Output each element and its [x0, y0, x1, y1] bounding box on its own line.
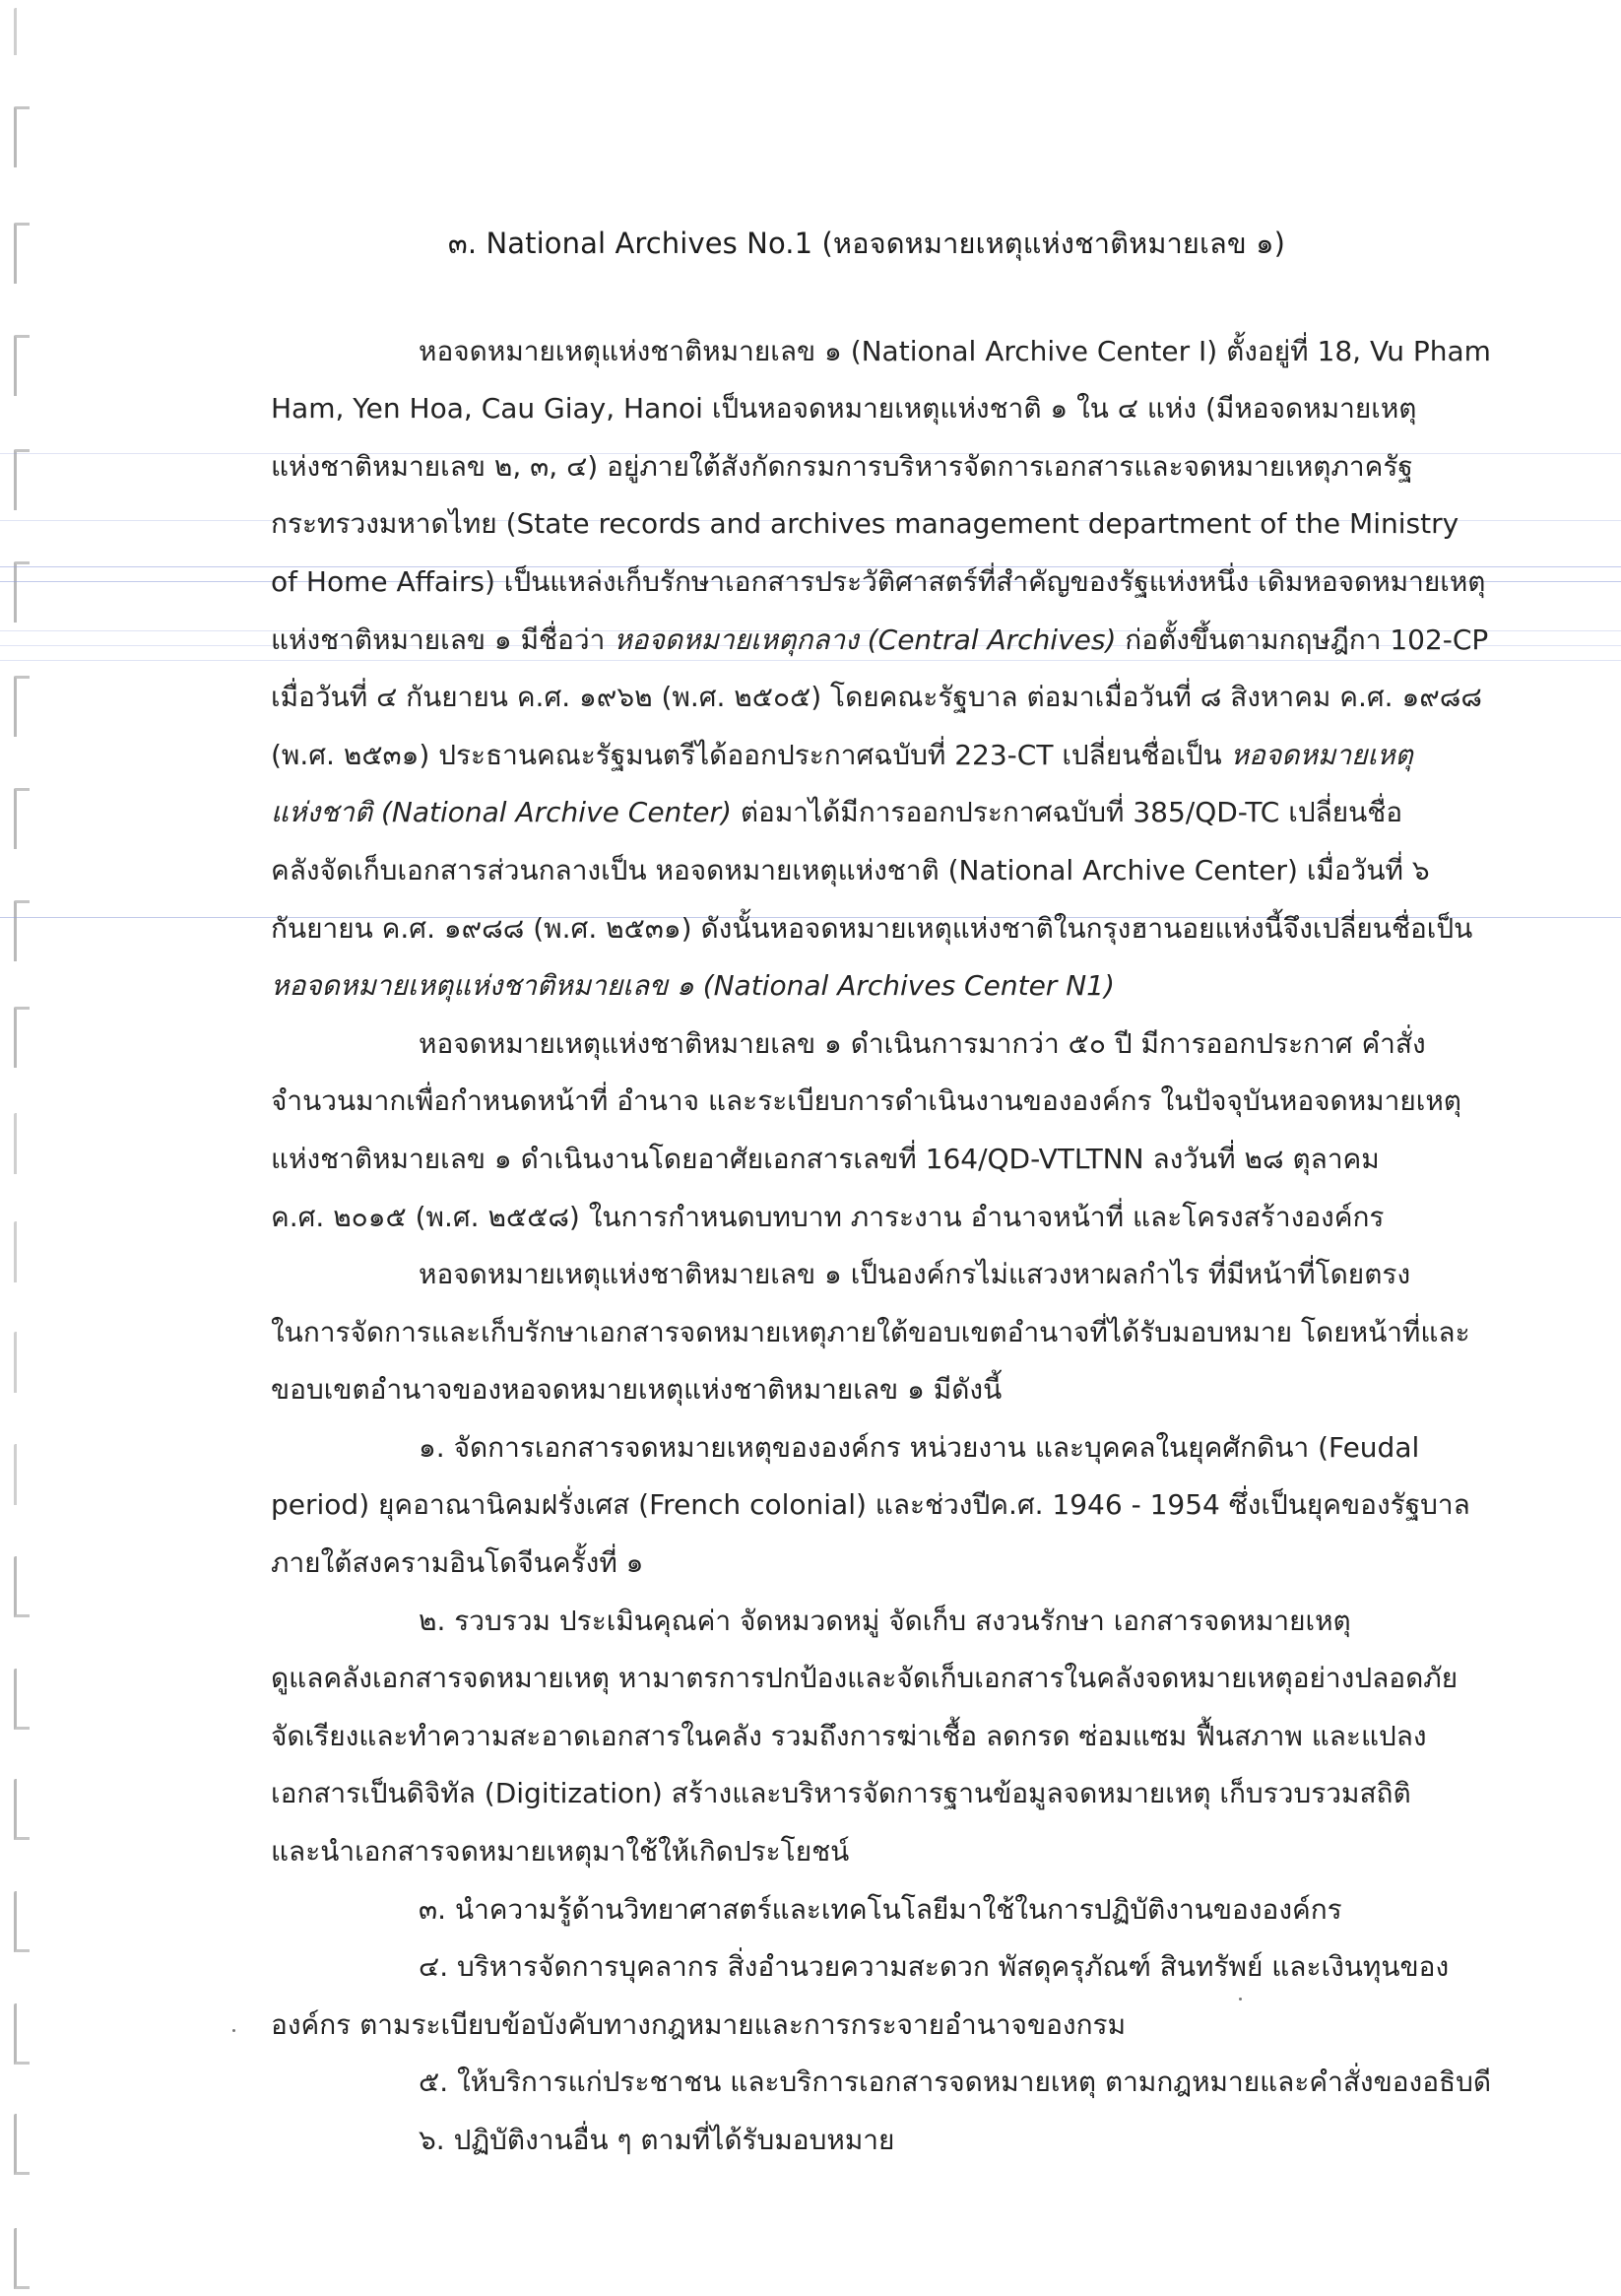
text-line — [271, 957, 1453, 1016]
duty-item-4 — [271, 1938, 1453, 2054]
text-line: Ham, Yen Hoa, Cau Giay, Hanoi เป็นหอจดหมายเหตุแห่งชาติ ๑ ใน ๔ แห่ง (มีหอจดหมายเหตุ — [271, 392, 1417, 426]
text-line: หอจดหมายเหตุแห่งชาติหมายเลข ๑ เป็นองค์กรไม่แสวงหาผลกำไร ที่มีหน้าที่โดยตรง — [419, 1258, 1411, 1291]
binder-edge — [12, 0, 41, 2296]
document-body — [271, 215, 1492, 2170]
text-line: ขอบเขตอำนาจของหอจดหมายเหตุแห่งชาติหมายเลข ๑ มีดังนี้ — [271, 1373, 1003, 1407]
paragraph-operations — [271, 1016, 1461, 1246]
text-line: ๔. บริหารจัดการบุคลากร สิ่งอำนวยความสะดวก พัสดุครุภัณฑ์ สินทรัพย์ และเงินทุนของ — [419, 1950, 1450, 1984]
text-line: ๕. ให้บริการแก่ประชาชน และบริการเอกสารจดหมายเหตุ ตามกฎหมายและคำสั่งของอธิบดี — [419, 2066, 1492, 2099]
text-line: องค์กร ตามระเบียบข้อบังคับทางกฎหมายและการกระจายอำนาจของกรม — [271, 2007, 1127, 2041]
text-line: ภายใต้สงครามอินโดจีนครั้งที่ ๑ — [271, 1546, 644, 1580]
paragraph-duties-intro — [271, 1246, 1470, 1419]
text-line: ๓. นำความรู้ด้านวิทยาศาสตร์และเทคโนโลยีมาใช้ในการปฏิบัติงานขององค์กร — [419, 1892, 1342, 1926]
italic-name: แห่งชาติ (National Archive Center) — [271, 796, 732, 829]
text-line: หอจดหมายเหตุแห่งชาติหมายเลข ๑ ดำเนินการมากว่า ๕๐ ปี มีการออกประกาศ คำสั่ง — [419, 1026, 1426, 1060]
text-line: ค.ศ. ๒๐๑๕ (พ.ศ. ๒๕๕๘) ในการกำหนดบทบาท ภาระงาน อำนาจหน้าที่ และโครงสร้างองค์กร — [271, 1200, 1385, 1233]
text-line: กันยายน ค.ศ. ๑๙๘๘ (พ.ศ. ๒๕๓๑) ดังนั้นหอจดหมายเหตุแห่งชาติในกรุงฮานอยแห่งนี้จึงเปลี่ยนชื่อเป็น — [271, 911, 1473, 945]
text-line: แห่งชาติหมายเลข ๑ มีชื่อว่า หอจดหมายเหตุกลาง (Central Archives) ก่อตั้งขึ้นตามกฤษฎีกา 102-CP — [271, 623, 1489, 656]
document-title: ๓. National Archives No.1 (หอจดหมายเหตุแห่งชาติหมายเลข ๑) — [447, 227, 1286, 260]
text-line: (พ.ศ. ๒๕๓๑) ประธานคณะรัฐมนตรีได้ออกประกาศฉบับที่ 223-CT เปลี่ยนชื่อเป็น หอจดหมายเหตุ — [271, 738, 1413, 771]
text-line: ๖. ปฏิบัติงานอื่น ๆ ตามที่ได้รับมอบหมาย — [419, 2124, 895, 2156]
text-line: of Home Affairs) เป็นแหล่งเก็บรักษาเอกสารประวัติศาสตร์ที่สำคัญของรัฐแห่งหนึ่ง เดิมหอจดหมายเหตุ — [271, 564, 1486, 598]
text-line: ดูแลคลังเอกสารจดหมายเหตุ หามาตรการปกป้องและจัดเก็บเอกสารในคลังจดหมายเหตุอย่างปลอดภัย — [271, 1662, 1459, 1695]
text-line: เอกสารเป็นดิจิทัล (Digitization) สร้างและบริหารจัดการฐานข้อมูลจดหมายเหตุ เก็บรวบรวมสถิติ — [271, 1777, 1411, 1810]
scan-speck — [232, 2029, 235, 2032]
text-line: คลังจัดเก็บเอกสารส่วนกลางเป็น หอจดหมายเหตุแห่งชาติ (National Archive Center) เมื่อวันที่ ๖ — [271, 853, 1430, 886]
duty-item-1 — [271, 1419, 1470, 1593]
italic-name: หอจดหมายเหตุ — [1230, 738, 1413, 771]
italic-name: หอจดหมายเหตุแห่งชาติหมายเลข ๑ (National Archives Center N1) — [271, 969, 1115, 1003]
italic-name: หอจดหมายเหตุกลาง (Central Archives) — [614, 623, 1117, 656]
text-line: ในการจัดการและเก็บรักษาเอกสารจดหมายเหตุภายใต้ขอบเขตอำนาจที่ได้รับมอบหมาย โดยหน้าที่และ — [271, 1315, 1470, 1348]
paragraph-history — [271, 323, 1491, 1016]
text-line: ๒. รวบรวม ประเมินคุณค่า จัดหมวดหมู่ จัดเก็บ สงวนรักษา เอกสารจดหมายเหตุ — [419, 1604, 1351, 1637]
text-line: จำนวนมากเพื่อกำหนดหน้าที่ อำนาจ และระเบียบการดำเนินงานขององค์กร ในปัจจุบันหอจดหมายเหตุ — [271, 1084, 1461, 1118]
text-line: ๑. จัดการเอกสารจดหมายเหตุขององค์กร หน่วยงาน และบุคคลในยุคศักดินา (Feudal — [419, 1430, 1420, 1464]
duty-item-3 — [271, 1881, 1453, 1939]
text-line: แห่งชาติหมายเลข ๒, ๓, ๔) อยู่ภายใต้สังกัดกรมการบริหารจัดการเอกสารและจดหมายเหตุภาครัฐ — [271, 449, 1413, 483]
text-line: กระทรวงมหาดไทย (State records and archives management department of the Ministry — [271, 507, 1459, 541]
text-line: และนำเอกสารจดหมายเหตุมาใช้ให้เกิดประโยชน์ — [271, 1835, 850, 1869]
text-line: หอจดหมายเหตุแห่งชาติหมายเลข ๑ (National Archive Center I) ตั้งอยู่ที่ 18, Vu Pham — [419, 334, 1491, 367]
text-line: จัดเรียงและทำความสะอาดเอกสารในคลัง รวมถึงการฆ่าเชื้อ ลดกรด ซ่อมแซม ฟื้นสภาพ และแปลง — [271, 1719, 1427, 1752]
duty-item-5 — [271, 2054, 1492, 2112]
duty-item-2 — [271, 1593, 1459, 1881]
text-line: เมื่อวันที่ ๔ กันยายน ค.ศ. ๑๙๖๒ (พ.ศ. ๒๕๐๕) โดยคณะรัฐบาล ต่อมาเมื่อวันที่ ๘ สิงหาคม ค.ศ. ๑๙๘๘ — [271, 681, 1482, 714]
text-line: แห่งชาติหมายเลข ๑ ดำเนินงานโดยอาศัยเอกสารเลขที่ 164/QD-VTLTNN ลงวันที่ ๒๘ ตุลาคม — [271, 1142, 1380, 1175]
duty-item-6 — [271, 2112, 1453, 2170]
text-line: period) ยุคอาณานิคมฝรั่งเศส (French colonial) และช่วงปีค.ศ. 1946 - 1954 ซึ่งเป็นยุคของรัฐบาล — [271, 1488, 1470, 1522]
text-line: แห่งชาติ (National Archive Center) ต่อมาได้มีการออกประกาศฉบับที่ 385/QD-TC เปลี่ยนชื่อ — [271, 796, 1403, 829]
